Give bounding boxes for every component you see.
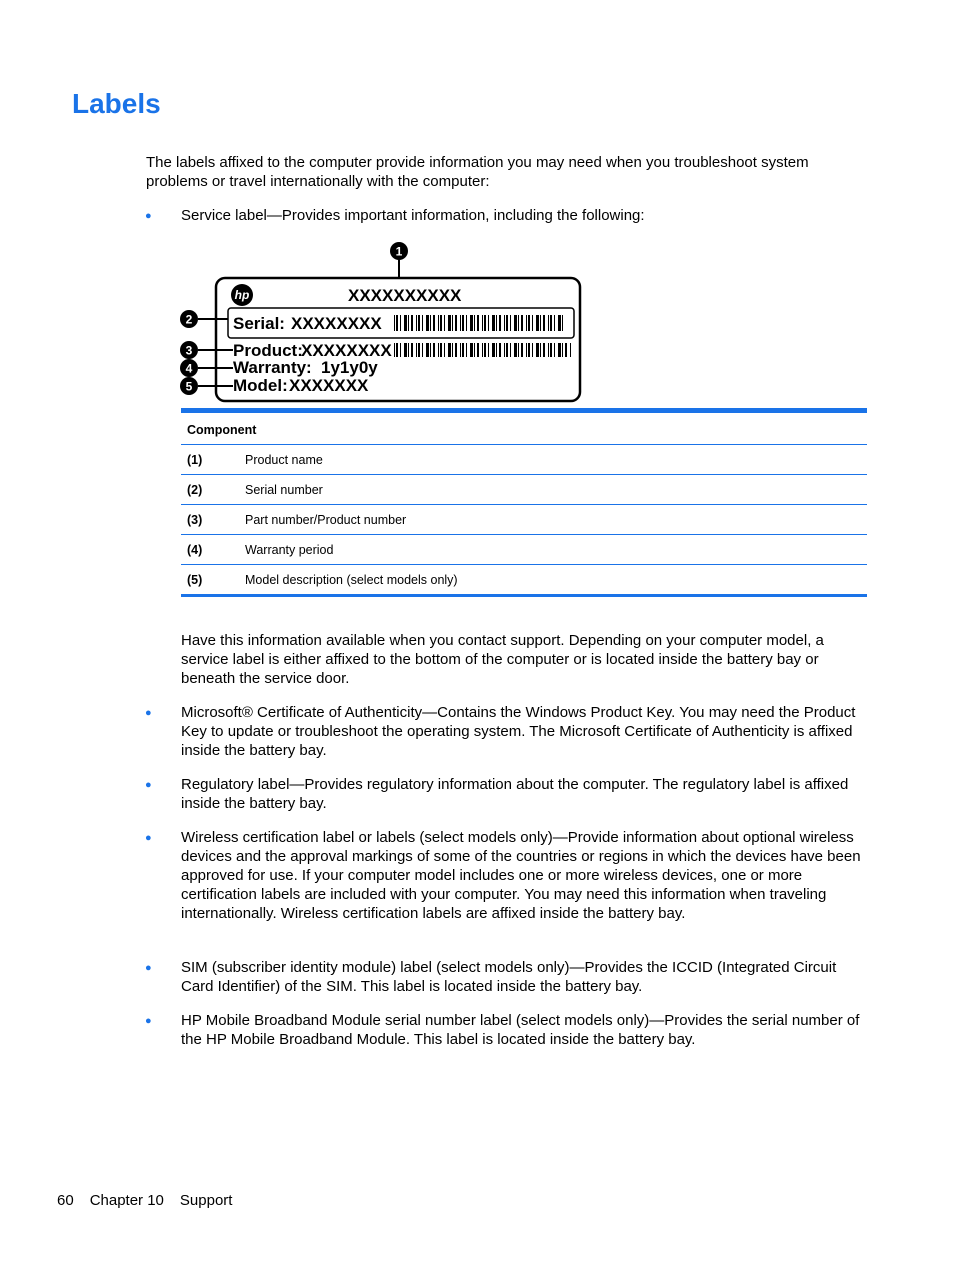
svg-text:5: 5 (185, 379, 193, 394)
label-serial: Serial: (233, 314, 285, 333)
bullet-icon: ● (145, 832, 152, 844)
bullet-regulatory: Regulatory label—Provides regulatory information about the computer. The regulatory label is affixed inside the battery bay. (181, 776, 849, 812)
support-paragraph: Have this information available when you contact support. Depending on your computer model, a service label is either affixed to the bottom of the computer or is located inside the battery bay or beneath the service door. (181, 632, 824, 687)
page-footer (57, 1192, 248, 1209)
table-row (181, 445, 867, 475)
serial-barcode (394, 315, 563, 331)
row-description: Serial number (239, 475, 867, 505)
intro-paragraph: The labels affixed to the computer provide information you may need when you troubleshoot system problems or travel internationally with the computer: (146, 154, 809, 190)
service-label-figure (178, 238, 588, 408)
row-description: Product name (239, 445, 867, 475)
svg-text:1: 1 (395, 244, 403, 259)
svg-text:2: 2 (185, 312, 193, 327)
page-title: Labels (72, 88, 161, 119)
row-number: (2) (181, 475, 239, 505)
component-table (181, 408, 867, 597)
table-header-row (181, 411, 867, 445)
bullet-icon: ● (145, 779, 152, 791)
row-description: Part number/Product number (239, 505, 867, 535)
row-description: Warranty period (239, 535, 867, 565)
footer-section: Support (179, 1192, 233, 1209)
label-model: Model: (233, 376, 288, 395)
label-warranty-value: 1y1y0y (321, 358, 378, 377)
bullet-icon: ● (145, 1015, 152, 1027)
label-x-line: XXXXXXXXXX (348, 286, 462, 305)
table-row (181, 565, 867, 596)
table-row (181, 535, 867, 565)
label-serial-value: XXXXXXXX (291, 314, 382, 333)
bullet-icon: ● (145, 707, 152, 719)
table-row (181, 505, 867, 535)
row-number: (5) (181, 565, 239, 596)
bullet-wireless: Wireless certification label or labels (select models only)—Provide information about optional wireless devices and the approval markings of some of the countries or regions in which the devices have been approved for use. If your computer model includes one or more wireless devices, one or more certification labels are included with your computer. You may need this information when traveling internationally. Wireless certification labels are affixed inside the battery bay. (181, 829, 861, 922)
table-header: Component (181, 411, 867, 445)
svg-text:hp: hp (234, 288, 250, 302)
bullet-sim: SIM (subscriber identity module) label (select models only)—Provides the ICCID (Integrated Circuit Card Identifier) of the SIM. This label is located inside the battery bay. (181, 959, 837, 995)
label-product-value: XXXXXXXX (301, 341, 392, 360)
svg-text:4: 4 (185, 361, 193, 376)
row-description: Model description (select models only) (239, 565, 867, 596)
svg-text:3: 3 (185, 343, 193, 358)
label-model-value: XXXXXXX (289, 376, 369, 395)
row-number: (4) (181, 535, 239, 565)
table-row (181, 475, 867, 505)
hp-logo (231, 284, 253, 306)
bullet-coa: Microsoft® Certificate of Authenticity—Contains the Windows Product Key. You may need the Product Key to update or troubleshoot the operating system. The Microsoft Certificate of Authenticity is affixed inside the battery bay. (181, 704, 856, 759)
row-number: (1) (181, 445, 239, 475)
label-product: Product: (233, 341, 303, 360)
bullet-icon: ● (145, 210, 152, 222)
bullet-broadband: HP Mobile Broadband Module serial number label (select models only)—Provides the serial number of the HP Mobile Broadband Module. This label is located inside the battery bay. (181, 1012, 860, 1048)
service-label-bullet: Service label—Provides important information, including the following: (181, 207, 645, 224)
page-number: 60 (57, 1192, 74, 1209)
label-warranty: Warranty: (233, 358, 312, 377)
row-number: (3) (181, 505, 239, 535)
bullet-icon: ● (145, 962, 152, 974)
footer-chapter: Chapter 10 (89, 1192, 164, 1209)
